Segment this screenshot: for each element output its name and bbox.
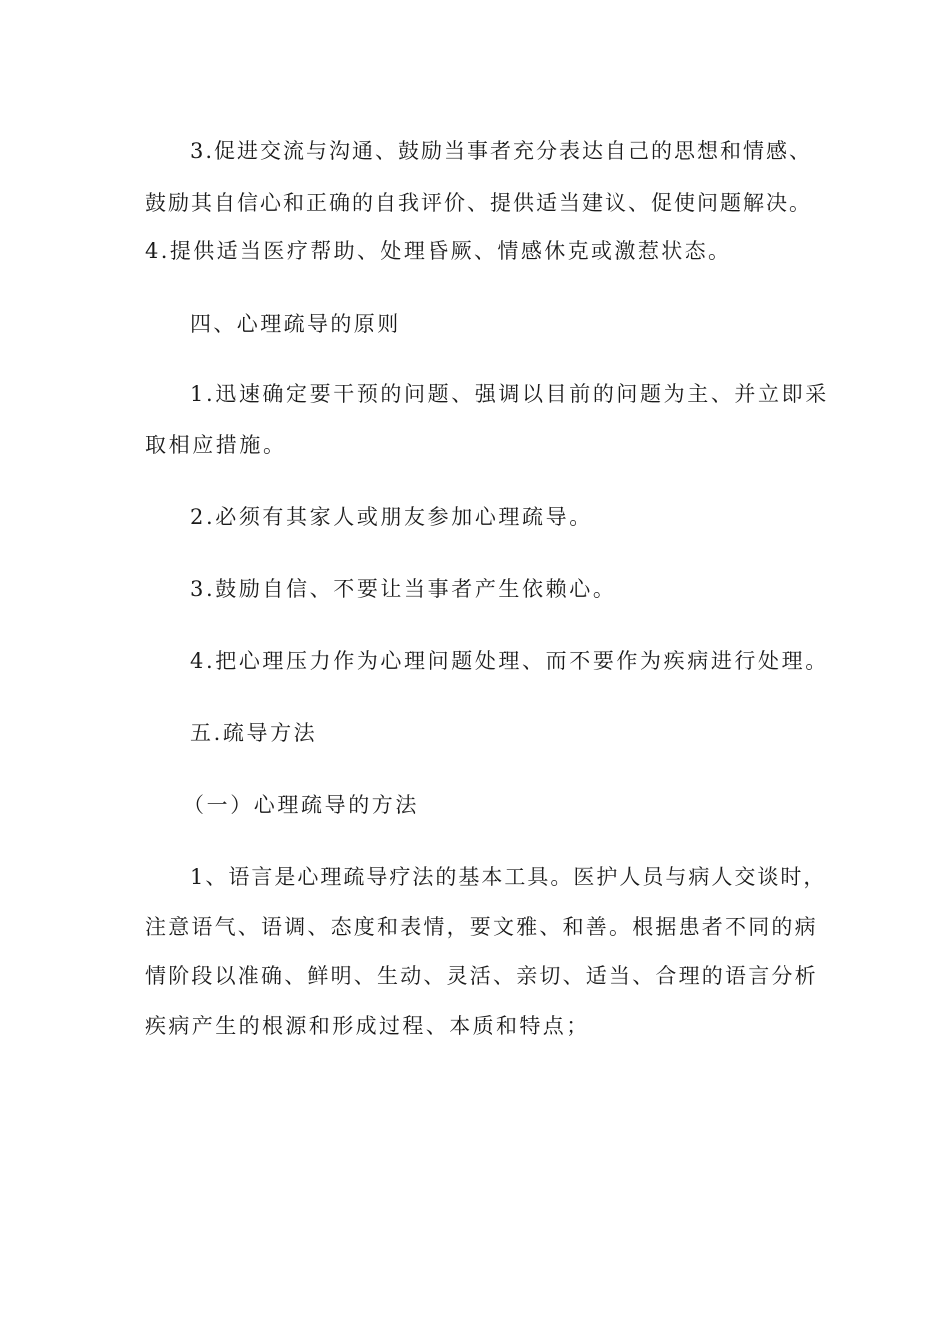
paragraph-4-line-1: 4.提供适当医疗帮助、处理昏厥、情感休克或激惹状态。 <box>145 239 732 263</box>
paragraph-3-line-2: 鼓励其自信心和正确的自我评价、提供适当建议、促使问题解决。 <box>145 191 812 215</box>
method-1-line-3: 情阶段以准确、鲜明、生动、灵活、亲切、适当、合理的语言分析 <box>145 964 818 988</box>
principle-3: 3.鼓励自信、不要让当事者产生依赖心。 <box>190 577 617 601</box>
principle-4: 4.把心理压力作为心理问题处理、而不要作为疾病进行处理。 <box>190 649 829 673</box>
section-heading-methods: 五.疏导方法 <box>190 721 318 745</box>
method-1-line-1: 1、语言是心理疏导疗法的基本工具。医护人员与病人交谈时， <box>190 865 827 889</box>
method-1-line-2: 注意语气、语调、态度和表情，要文雅、和善。根据患者不同的病 <box>145 915 818 939</box>
principle-2: 2.必须有其家人或朋友参加心理疏导。 <box>190 505 593 529</box>
section-heading-principles: 四、心理疏导的原则 <box>190 312 401 336</box>
subsection-heading-methods: （一）心理疏导的方法 <box>183 793 419 817</box>
paragraph-3-line-1: 3.促进交流与沟通、鼓励当事者充分表达自己的思想和情感、 <box>190 139 813 163</box>
principle-1-line-1: 1.迅速确定要干预的问题、强调以目前的问题为主、并立即采 <box>190 382 829 406</box>
method-1-line-4: 疾病产生的根源和形成过程、本质和特点； <box>145 1014 590 1038</box>
principle-1-line-2: 取相应措施。 <box>145 433 287 457</box>
